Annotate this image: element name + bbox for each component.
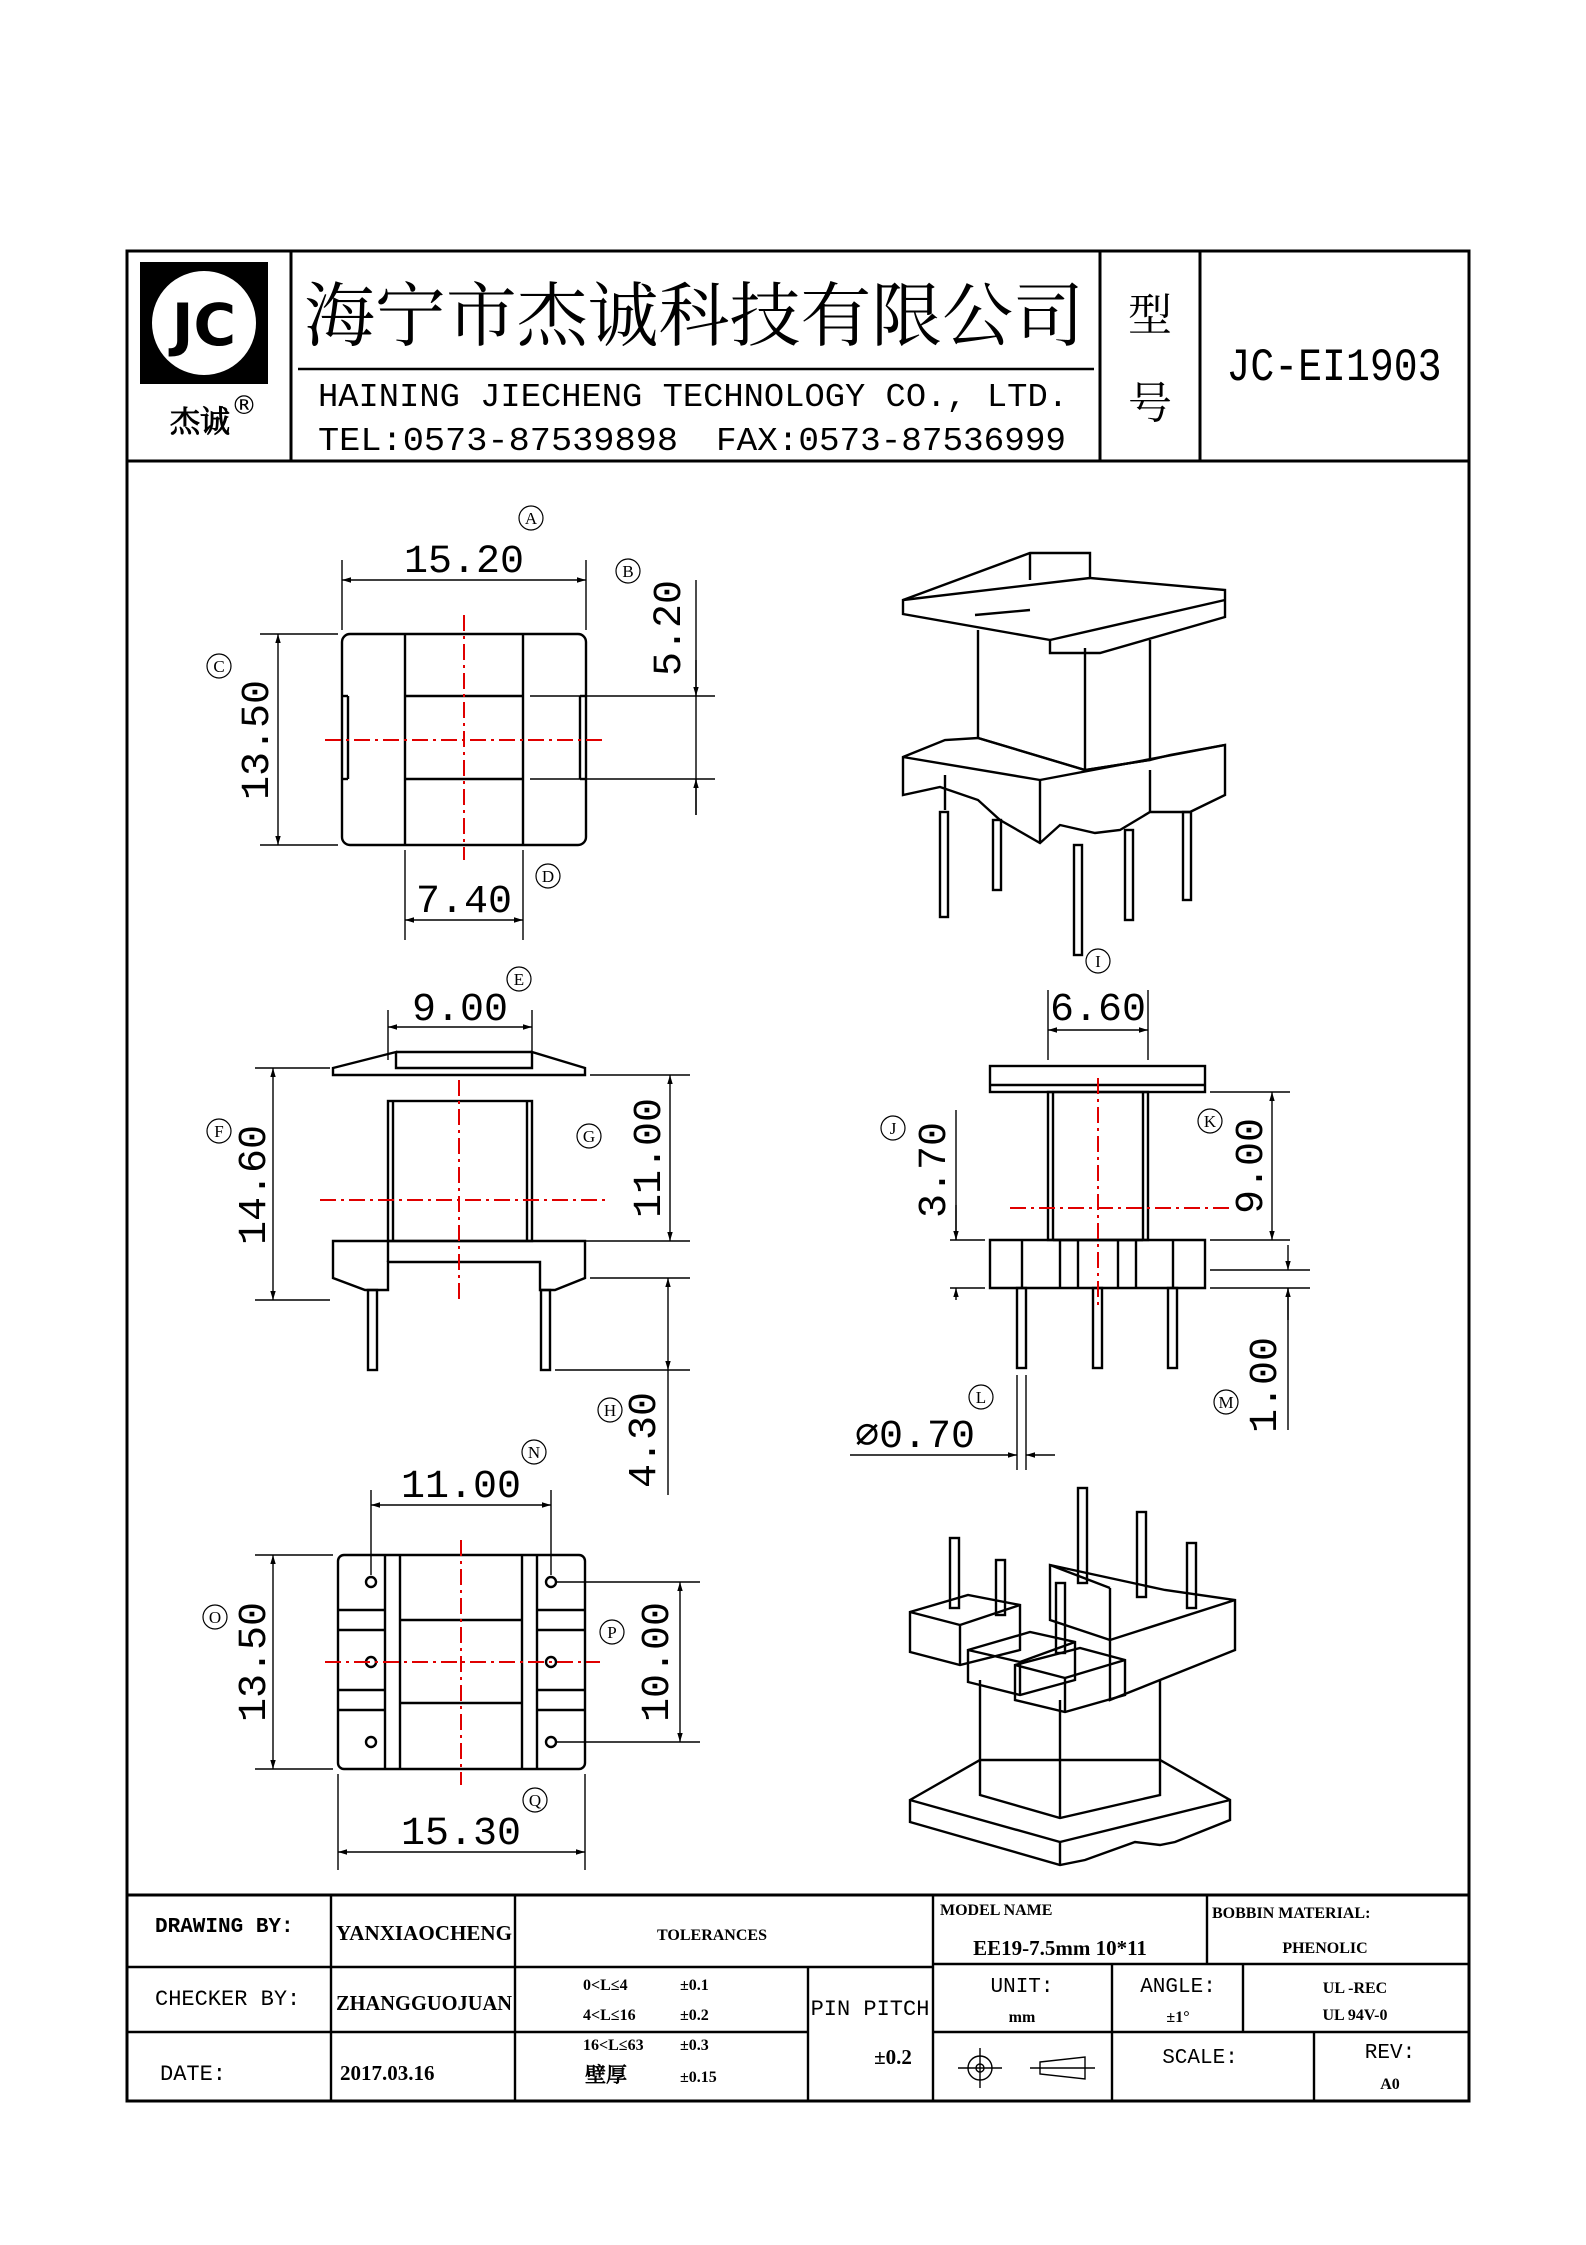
dim-I: 6.60 — [1049, 988, 1147, 1033]
callout-E — [507, 967, 531, 991]
date-label: DATE: — [160, 2062, 227, 2087]
callout-B — [616, 559, 640, 583]
dim-G: 11.00 — [628, 1097, 673, 1219]
pin-pitch-value: ±0.2 — [874, 2045, 912, 2069]
tol-value-3: ±0.3 — [680, 2037, 709, 2054]
angle: ±1° — [1166, 2009, 1190, 2026]
drawing-by-label: DRAWING BY: — [155, 1916, 294, 1939]
tol-range-1: 0<L≤4 — [583, 1977, 628, 1994]
callout-markers — [203, 506, 1238, 1812]
front-view — [233, 988, 690, 1495]
dim-L: ⌀0.70 — [854, 1415, 976, 1460]
svg-text:C: C — [213, 657, 225, 676]
tol-value-1: ±0.1 — [680, 1977, 709, 1994]
dim-B: 5.20 — [648, 579, 693, 677]
svg-text:N: N — [527, 1443, 541, 1462]
dim-F: 14.60 — [233, 1124, 278, 1246]
dim-N: 11.00 — [400, 1465, 522, 1510]
svg-text:J: J — [889, 1119, 897, 1138]
callout-H — [598, 1398, 622, 1422]
dim-K: 9.00 — [1230, 1117, 1275, 1215]
title-header — [127, 251, 1469, 461]
svg-text:M: M — [1218, 1393, 1234, 1412]
svg-text:A: A — [524, 509, 538, 528]
callout-G — [577, 1124, 601, 1148]
svg-text:G: G — [582, 1127, 596, 1146]
spec-table — [127, 1895, 1469, 2101]
third-angle-projection-icon — [958, 2048, 1095, 2088]
tolerances-label: TOLERANCES — [657, 1927, 767, 1944]
callout-I — [1086, 949, 1110, 973]
svg-text:L: L — [975, 1388, 987, 1407]
bottom-view — [233, 1465, 700, 1870]
svg-text:O: O — [208, 1608, 222, 1627]
svg-text:D: D — [541, 867, 555, 886]
callout-K — [1198, 1109, 1222, 1133]
bobbin-material-label: BOBBIN MATERIAL: — [1212, 1905, 1371, 1922]
callout-L — [969, 1385, 993, 1409]
svg-text:E: E — [513, 970, 525, 989]
rev-label: REV: — [1364, 2042, 1416, 2065]
model-number: JC-EI1903 — [1226, 342, 1442, 394]
svg-text:B: B — [622, 562, 634, 581]
date: 2017.03.16 — [340, 2061, 435, 2085]
unit: mm — [1008, 2009, 1036, 2026]
drawing-by: YANXIAOCHENG — [336, 1921, 512, 1945]
dim-J: 3.70 — [913, 1121, 958, 1219]
company-logo — [140, 262, 268, 439]
svg-text:F: F — [214, 1122, 224, 1141]
company-name-en: HAINING JIECHENG TECHNOLOGY CO., LTD. — [318, 379, 1068, 416]
scale-label: SCALE: — [1162, 2047, 1238, 2070]
callout-J — [881, 1116, 905, 1140]
callout-D — [536, 864, 560, 888]
model-name-label: MODEL NAME — [940, 1902, 1053, 1919]
dim-D: 7.40 — [415, 880, 513, 925]
bobbin-material: PHENOLIC — [1282, 1940, 1368, 1957]
callout-Q — [523, 1788, 547, 1812]
callout-C — [207, 654, 231, 678]
callout-F — [207, 1119, 231, 1143]
callout-P — [600, 1620, 624, 1644]
ul-rating-1: UL -REC — [1322, 1980, 1388, 1997]
tol-value-4: ±0.15 — [680, 2069, 717, 2086]
tol-range-4: 壁厚 — [585, 2063, 627, 2087]
svg-text:I: I — [1095, 952, 1101, 971]
model-name: EE19-7.5mm 10*11 — [973, 1936, 1147, 1960]
dim-P: 10.00 — [636, 1601, 681, 1723]
side-view — [850, 988, 1310, 1470]
tol-range-3: 16<L≤63 — [583, 2037, 644, 2054]
unit-label: UNIT: — [990, 1976, 1054, 1999]
svg-text:H: H — [603, 1401, 617, 1420]
company-tel: TEL:0573-87539898 — [318, 423, 678, 460]
dim-A: 15.20 — [403, 540, 525, 585]
svg-text:JC: JC — [171, 291, 237, 359]
dim-C: 13.50 — [236, 679, 281, 801]
tol-range-2: 4<L≤16 — [583, 2007, 636, 2024]
checker-by-label: CHECKER BY: — [155, 1987, 301, 2012]
dim-E: 9.00 — [411, 988, 509, 1033]
company-fax: FAX:0573-87536999 — [716, 423, 1066, 460]
svg-text:Q: Q — [528, 1791, 542, 1810]
logo-caption: 杰诚 — [170, 406, 230, 439]
isometric-view-upper — [903, 553, 1225, 955]
dim-M: 1.00 — [1244, 1336, 1289, 1434]
tol-value-2: ±0.2 — [680, 2007, 709, 2024]
callout-N — [522, 1440, 546, 1464]
checker-by: ZHANGGUOJUAN — [336, 1991, 512, 2015]
model-label-2: 号 — [1128, 379, 1172, 428]
svg-text:P: P — [607, 1623, 617, 1642]
company-name-cn: 海宁市杰诚科技有限公司 — [304, 279, 1084, 356]
dim-Q: 15.30 — [400, 1812, 522, 1857]
dim-H: 4.30 — [623, 1391, 668, 1489]
registered-mark: ® — [231, 391, 257, 421]
svg-text:K: K — [1203, 1112, 1217, 1131]
top-view — [236, 540, 715, 940]
dim-O: 13.50 — [233, 1601, 278, 1723]
angle-label: ANGLE: — [1140, 1976, 1216, 1999]
callout-O — [203, 1605, 227, 1629]
isometric-view-lower — [910, 1488, 1235, 1865]
pin-pitch-label: PIN PITCH — [810, 1997, 930, 2022]
rev: A0 — [1380, 2076, 1400, 2093]
model-label-1: 型 — [1128, 291, 1172, 340]
callout-A — [519, 506, 543, 530]
ul-rating-2: UL 94V-0 — [1322, 2007, 1388, 2024]
callout-M — [1214, 1390, 1238, 1414]
